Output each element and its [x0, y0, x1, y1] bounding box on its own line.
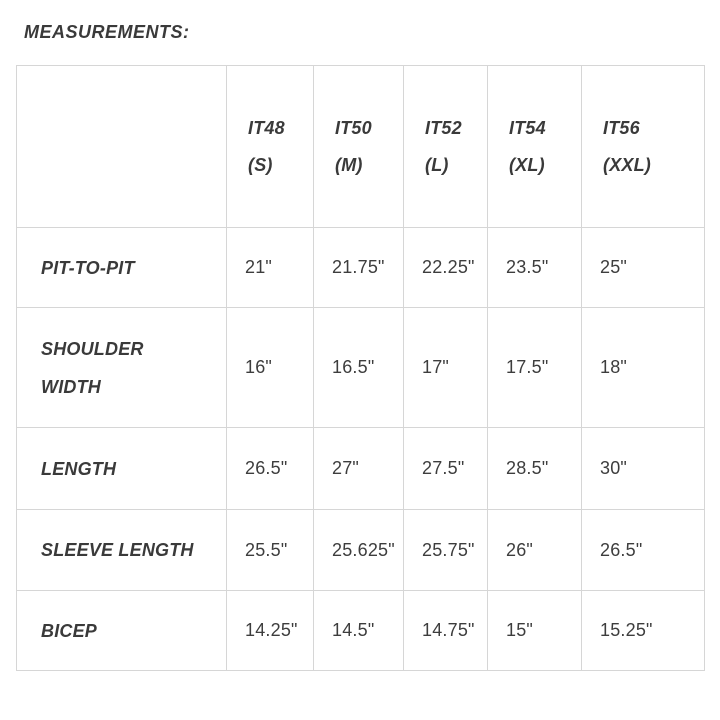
measurement-value: 14.75" — [422, 620, 475, 640]
column-header-it54-xl — [488, 66, 582, 228]
table-row-shoulder-width — [17, 308, 705, 428]
column-alpha-label: (M) — [335, 154, 363, 175]
column-alpha-label: (XXL) — [603, 154, 651, 175]
measurement-cell — [227, 308, 314, 428]
measurement-value: 26.5" — [600, 539, 643, 560]
measurement-value: 17.5" — [506, 357, 549, 377]
table-row-pit-to-pit — [17, 228, 705, 308]
measurement-cell — [488, 591, 582, 671]
measurement-cell — [314, 228, 404, 308]
row-label: SHOULDER WIDTH — [41, 338, 144, 397]
row-label: BICEP — [41, 620, 98, 641]
measurement-cell — [227, 591, 314, 671]
row-label: LENGTH — [41, 458, 117, 479]
measurement-cell — [488, 308, 582, 428]
measurement-value: 18" — [600, 357, 628, 377]
measurement-value: 25.5" — [245, 539, 288, 560]
header-cell-empty — [17, 66, 227, 228]
column-size-label: IT54 — [509, 117, 546, 138]
measurement-value: 14.5" — [332, 620, 375, 640]
column-alpha-label: (S) — [248, 154, 273, 175]
measurement-cell — [582, 428, 705, 510]
measurement-cell — [404, 308, 488, 428]
measurement-cell — [582, 228, 705, 308]
measurement-value: 27" — [332, 458, 360, 478]
column-header-it48-s — [227, 66, 314, 228]
column-alpha-label: (L) — [425, 154, 449, 175]
measurement-cell — [404, 591, 488, 671]
measurement-cell — [488, 228, 582, 308]
measurement-cell — [404, 428, 488, 510]
measurement-value: 14.25" — [245, 620, 298, 640]
measurement-cell — [404, 510, 488, 591]
measurement-value: 16" — [245, 357, 273, 377]
measurement-cell — [314, 510, 404, 591]
measurement-cell — [227, 428, 314, 510]
row-label: SLEEVE LENGTH — [41, 540, 194, 560]
measurement-cell — [314, 591, 404, 671]
measurements-table — [16, 65, 705, 671]
measurement-cell — [314, 308, 404, 428]
row-label-cell — [17, 308, 227, 428]
column-size-label: IT56 — [603, 117, 640, 138]
column-header-it56-xxl — [582, 66, 705, 228]
measurement-value: 25.75" — [422, 539, 475, 560]
column-alpha-label: (XL) — [509, 154, 545, 175]
measurement-value: 21" — [245, 257, 273, 277]
column-size-label: IT52 — [425, 117, 462, 138]
measurement-value: 21.75" — [332, 257, 385, 277]
measurement-value: 27.5" — [422, 458, 465, 478]
row-label: PIT-TO-PIT — [41, 257, 135, 278]
table-row-length — [17, 428, 705, 510]
measurement-value: 22.25" — [422, 257, 475, 277]
measurement-cell — [582, 591, 705, 671]
measurement-value: 26" — [506, 539, 534, 560]
measurement-cell — [404, 228, 488, 308]
header-row — [17, 66, 705, 228]
column-size-label: IT48 — [248, 117, 285, 138]
measurement-value: 25.625" — [332, 539, 395, 560]
page-title: MEASUREMENTS: — [24, 22, 190, 42]
measurement-cell — [582, 308, 705, 428]
row-label-cell — [17, 228, 227, 308]
table-row-bicep — [17, 591, 705, 671]
row-label-cell — [17, 591, 227, 671]
table-row-sleeve-length — [17, 510, 705, 591]
measurement-value: 26.5" — [245, 458, 288, 478]
measurement-cell — [314, 428, 404, 510]
measurement-cell — [488, 510, 582, 591]
column-header-it52-l — [404, 66, 488, 228]
measurement-value: 23.5" — [506, 257, 549, 277]
measurement-value: 17" — [422, 357, 450, 377]
measurement-cell — [582, 510, 705, 591]
measurement-value: 15" — [506, 620, 534, 640]
measurement-cell — [488, 428, 582, 510]
measurement-cell — [227, 510, 314, 591]
row-label-cell — [17, 510, 227, 591]
measurement-cell — [227, 228, 314, 308]
measurement-value: 15.25" — [600, 620, 653, 640]
measurement-value: 16.5" — [332, 357, 375, 377]
column-header-it50-m — [314, 66, 404, 228]
measurement-value: 25" — [600, 257, 628, 277]
measurement-value: 30" — [600, 458, 628, 478]
row-label-cell — [17, 428, 227, 510]
column-size-label: IT50 — [335, 117, 372, 138]
measurement-value: 28.5" — [506, 458, 549, 478]
